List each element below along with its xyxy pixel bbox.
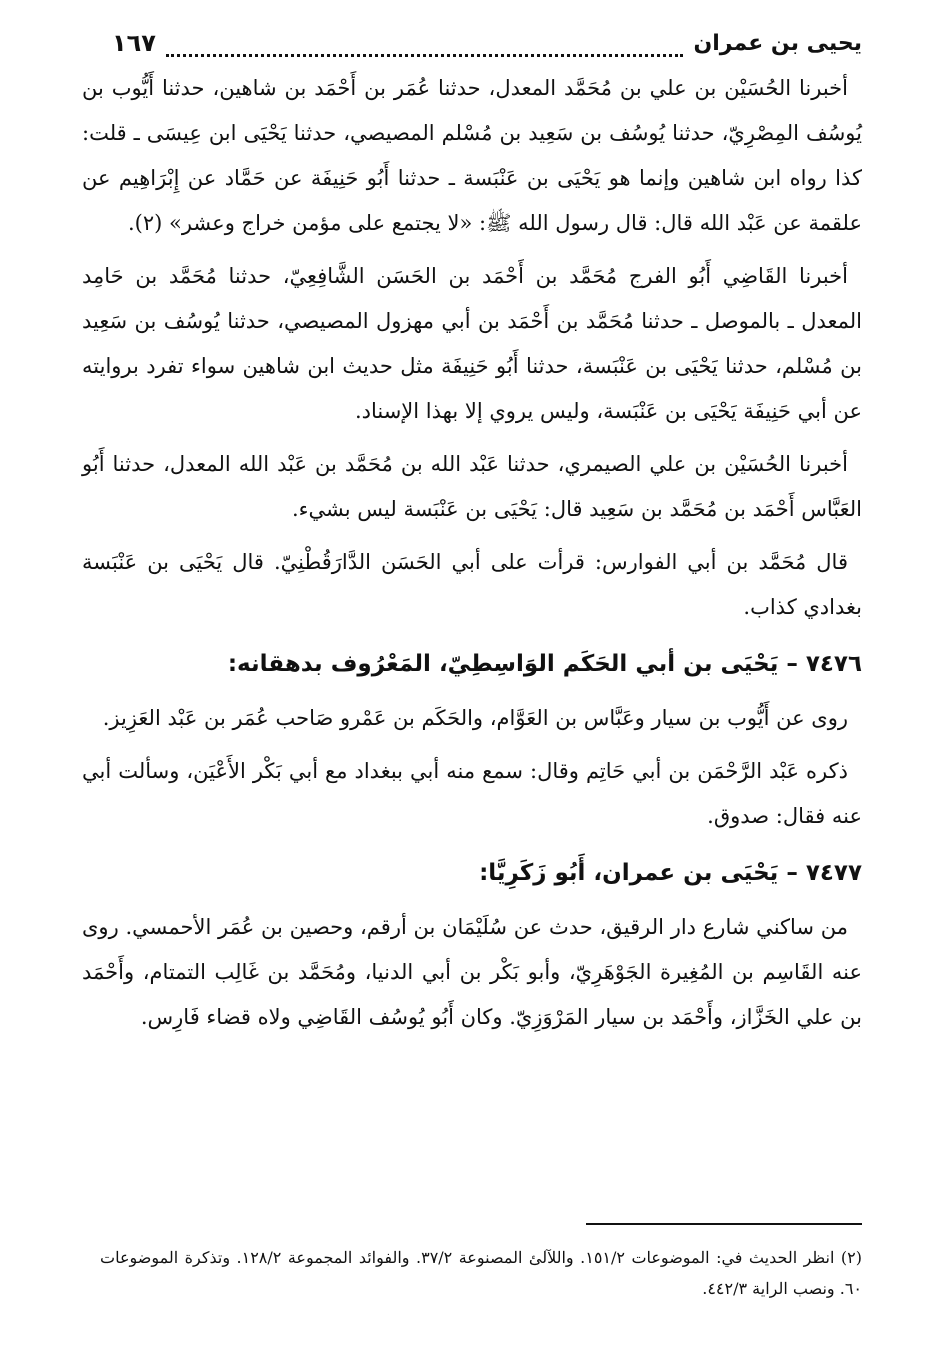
main-text — [82, 66, 862, 1048]
paragraph-isnad-3: أخبرنا الحُسَيْن بن علي الصيمري، حدثنا عَبْد الله بن مُحَمَّد بن عَبْد الله المعدل، حدثنا أَبُو العَبَّاس أَحْمَد بن مُحَمَّد بن سَعِيد قال: يَحْيَى بن عَنْبَسة ليس بشيء. — [82, 452, 862, 521]
entry-heading-7476: ٧٤٧٦ – يَحْيَى بن أبي الحَكَم الوَاسِطِيّ، المَعْرُوف بدهقانه: — [227, 651, 862, 677]
paragraph-daraqutni: قال مُحَمَّد بن أبي الفوارس: قرأت على أبي الحَسَن الدَّارَقُطْنِيّ. قال يَحْيَى بن عَنْبَسة بغدادي كذاب. — [82, 550, 862, 619]
page-number: ١٦٧ — [112, 29, 156, 57]
paragraph-entry-7477: من ساكني شارع دار الرقيق، حدث عن سُلَيْمَان بن أرقم، وحصين بن عُمَر الأحمسي. روى عنه القَاسِم بن المُغِيرة الجَوْهَرِيّ، وأبو بَكْر بن أبي الدنيا، ومُحَمَّد بن غَالِب التمتام، وأَحْمَد بن علي الخَزَّاز، وأَحْمَد بن سيار المَرْوَزِيّ. وكان أَبُو يُوسُف القَاضِي ولاه قضاء فَارِس. — [82, 915, 862, 1029]
header-dot-leader — [166, 30, 684, 57]
paragraph-isnad-1: أخبرنا الحُسَيْن بن علي بن مُحَمَّد المعدل، حدثنا عُمَر بن أَحْمَد بن شاهين، حدثنا أَيُّوب بن يُوسُف المِصْرِيّ، حدثنا يُوسُف بن سَعِيد بن مُسْلم المصيصي، حدثنا يَحْيَى ابن عِيسَى ـ قلت: كذا رواه ابن شاهين وإنما هو يَحْيَى بن عَنْبَسة ـ حدثنا أَبُو حَنِيفَة عن حَمَّاد عن إِبْرَاهِيم عن علقمة عن عَبْد الله قال: قال رسول الله ﷺ: «لا يجتمع على مؤمن خراج وعشر» (٢). — [82, 76, 862, 235]
paragraph-entry-7476-assessment: ذكره عَبْد الرَّحْمَن بن أبي حَاتِم وقال: سمع منه أبي ببغداد مع أبي بَكْر الأَعْيَن، وسألت أبي عنه فقال: صدوق. — [82, 759, 862, 828]
entry-heading-7477: ٧٤٧٧ – يَحْيَى بن عمران، أَبُو زَكَرِيَّا: — [479, 860, 862, 886]
paragraph-isnad-2: أخبرنا القَاضِي أَبُو الفرج مُحَمَّد بن أَحْمَد بن الحَسَن الشَّافِعِيّ، حدثنا مُحَمَّد بن حَامِد المعدل ـ بالموصل ـ حدثنا مُحَمَّد بن أَحْمَد بن أبي مهزول المصيصي، حدثنا يُوسُف بن سَعِيد بن مُسْلم، حدثنا يَحْيَى بن عَنْبَسة، حدثنا أَبُو حَنِيفَة مثل حديث ابن شاهين سواء تفرد بروايته عن أبي حَنِيفَة يَحْيَى بن عَنْبَسة، وليس يروي إلا بهذا الإسناد. — [82, 264, 862, 423]
footnote-divider — [586, 1223, 862, 1225]
running-title: يحيى بن عمران — [693, 30, 862, 56]
page-header — [112, 24, 862, 62]
paragraph-entry-7476-narrations: روى عن أَيُّوب بن سيار وعَبَّاس بن العَوَّام، والحَكَم بن عَمْرو صَاحب عُمَر بن عَبْد العَزِيز. — [102, 706, 848, 730]
footnote: (٢) انظر الحديث في: الموضوعات ١٥١/٢. واللآلئ المصنوعة ٣٧/٢. والفوائد المجموعة ١٢٨/٢. وتذكرة الموضوعات ٦٠. ونصب الراية ٤٤٢/٣. — [100, 1248, 863, 1298]
